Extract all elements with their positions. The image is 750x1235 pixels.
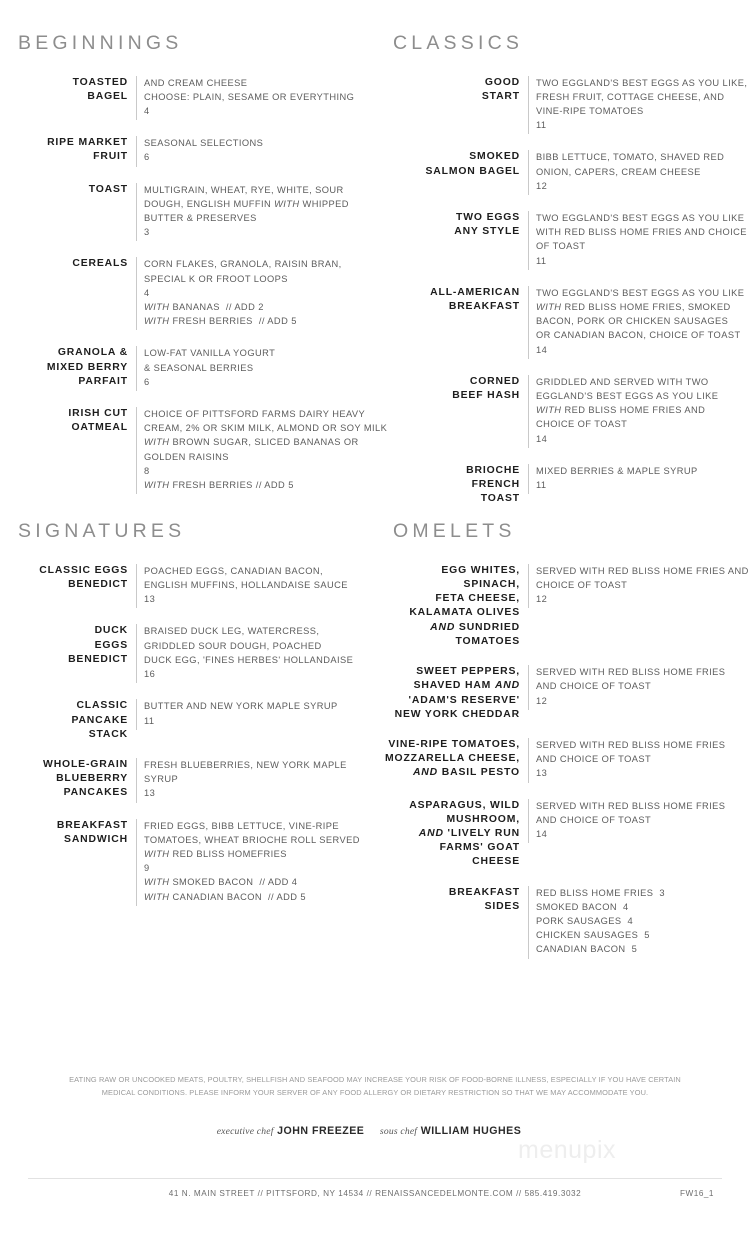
menu-item-description: CORN FLAKES, GRANOLA, RAISIN BRAN, SPECIAL K OR FROOT LOOPS 4 WITH BANANAS // ADD 2 WITH FRESH BERRIES // ADD 5	[136, 257, 363, 330]
menu-item-name: ASPARAGUS, WILD MUSHROOM, AND 'LIVELY RUN FARMS' GOAT CHEESE	[409, 799, 520, 868]
executive-chef-name: JOHN FREEZEE	[277, 1125, 365, 1137]
menu-item-description: SERVED WITH RED BLISS HOME FRIES AND CHOICE OF TOAST 14	[528, 799, 734, 844]
menu-item-name: TOASTED BAGEL	[72, 76, 128, 102]
menu-item	[385, 886, 734, 959]
disclaimer-line-1: EATING RAW OR UNCOOKED MEATS, POULTRY, SHELLFISH AND SEAFOOD MAY INCREASE YOUR RISK OF FOOD-BORNE ILLNESS, ESPECIALLY IF YOU HAVE CERTAIN	[69, 1075, 681, 1084]
menu-item-name: CLASSIC PANCAKE STACK	[71, 700, 128, 740]
menu-item-description: BRAISED DUCK LEG, WATERCRESS, GRIDDLED SOUR DOUGH, POACHED DUCK EGG, 'FINES HERBES' HOLLANDAISE 16	[136, 624, 363, 683]
menu-item	[10, 257, 363, 330]
menu-item-name: BREAKFAST SIDES	[448, 886, 520, 912]
menu-item-addon: WITH CANADIAN BACON // ADD 5	[144, 891, 306, 902]
menu-item	[10, 758, 363, 803]
menu-item-description: TWO EGGLAND'S BEST EGGS AS YOU LIKE WITH RED BLISS HOME FRIES AND CHOICE OF TOAST 11	[528, 211, 747, 270]
menu-item-price: 16	[144, 669, 156, 680]
menu-item-description: BUTTER AND NEW YORK MAPLE SYRUP 11	[136, 699, 363, 729]
menu-item-description: CHOICE OF PITTSFORD FARMS DAIRY HEAVY CREAM, 2% OR SKIM MILK, ALMOND OR SOY MILK WITH BROWN SUGAR, SLICED BANANAS OR GOLDEN RAISINS 8 WITH FRESH BERRIES // ADD 5	[136, 407, 387, 494]
menu-item-addon: WITH FRESH BERRIES // ADD 5	[144, 316, 297, 327]
menu-item-name: EGG WHITES, SPINACH, FETA CHEESE, KALAMATA OLIVES AND SUNDRIED TOMATOES	[409, 564, 520, 647]
restaurant-address: 41 N. MAIN STREET // PITTSFORD, NY 14534 // RENAISSANCEDELMONTE.COM // 585.419.3032	[168, 1189, 582, 1198]
menu-item-description: MULTIGRAIN, WHEAT, RYE, WHITE, SOUR DOUGH, ENGLISH MUFFIN WITH WHIPPED BUTTER & PRESERVES 3	[136, 183, 363, 242]
menu-item	[385, 738, 734, 783]
menu-item-price: 14	[536, 344, 548, 355]
menu-item-addon: WITH BANANAS // ADD 2	[144, 301, 264, 312]
menu-item	[385, 211, 747, 270]
footer-divider	[28, 1178, 722, 1179]
column-left-bottom	[0, 522, 375, 974]
menu-item	[385, 375, 734, 448]
section-title-classics: CLASSICS	[393, 32, 524, 54]
menu-item-price: 8	[144, 465, 150, 476]
menu-item	[10, 76, 363, 121]
menu-item	[10, 407, 388, 494]
menu-item-price: 14	[536, 433, 548, 444]
menu-item	[385, 564, 749, 649]
menu-item-name: GOOD START	[481, 76, 520, 102]
menu-item-description: SEASONAL SELECTIONS 6	[136, 136, 363, 166]
menu-item-price: 12	[536, 695, 548, 706]
menu-columns	[0, 34, 750, 975]
menu-item-price: 14	[536, 828, 548, 839]
section-title-beginnings: BEGINNINGS	[18, 32, 183, 54]
menu-item-description: TWO EGGLAND'S BEST EGGS AS YOU LIKE WITH RED BLISS HOME FRIES, SMOKED BACON, PORK OR CHICKEN SAUSAGES OR CANADIAN BACON, CHOICE OF TOAST 14	[528, 286, 744, 359]
menu-item	[10, 183, 363, 242]
menu-item-name: BRIOCHE FRENCH TOAST	[466, 464, 520, 505]
column-right-top	[375, 34, 750, 522]
menu-item-description: LOW-FAT VANILLA YOGURT & SEASONAL BERRIES 6	[136, 346, 363, 391]
menu-item-price: 11	[536, 255, 547, 266]
menu-item-name: SWEET PEPPERS, SHAVED HAM AND 'ADAM'S RESERVE' NEW YORK CHEDDAR	[394, 666, 520, 720]
disclaimer-line-2: MEDICAL CONDITIONS. PLEASE INFORM YOUR SERVER OF ANY FOOD ALLERGY OR DIETARY RESTRICTION SO THAT WE MAY ACCOMMODATE YOU.	[101, 1088, 649, 1097]
menu-item-price: 3	[144, 227, 150, 238]
menu-item-description: SERVED WITH RED BLISS HOME FRIES AND CHOICE OF TOAST 13	[528, 738, 734, 783]
menu-item-description: POACHED EGGS, CANADIAN BACON, ENGLISH MUFFINS, HOLLANDAISE SAUCE 13	[136, 564, 363, 609]
menu-item	[385, 464, 734, 507]
menu-item	[385, 76, 748, 135]
menu-item-price: 13	[536, 768, 548, 779]
menu-item-name: TWO EGGS ANY STYLE	[454, 211, 520, 238]
menu-item-description: RED BLISS HOME FRIES 3 SMOKED BACON 4 PORK SAUSAGES 4 CHICKEN SAUSAGES 5 CANADIAN BACON 5	[528, 886, 734, 959]
menu-item	[385, 799, 734, 870]
menu-item-price: 12	[536, 594, 548, 605]
menu-item	[10, 624, 363, 683]
menu-item-price: 11	[144, 715, 155, 726]
section-signatures	[10, 522, 363, 905]
menu-item-addon: WITH FRESH BERRIES // ADD 5	[144, 479, 294, 490]
menu-item	[10, 346, 363, 391]
menu-item-price: 11	[536, 479, 547, 490]
sous-chef-name: WILLIAM HUGHES	[420, 1125, 522, 1137]
menu-item-addon: WITH SMOKED BACON // ADD 4	[144, 877, 298, 888]
menu-item-price: 12	[536, 180, 548, 191]
chef-credits	[0, 1125, 750, 1137]
menu-item-price: 9	[144, 863, 150, 874]
menu-item	[10, 699, 363, 742]
menu-item-price: 4	[144, 287, 150, 298]
menu-item-name: GRANOLA & MIXED BERRY PARFAIT	[46, 347, 128, 387]
sous-chef-label: sous chef	[379, 1126, 418, 1137]
menu-item-price: 13	[144, 594, 156, 605]
menu-item-name: IRISH CUT OATMEAL	[68, 407, 128, 434]
menu-item-description: MIXED BERRIES & MAPLE SYRUP 11	[528, 464, 734, 494]
menu-item-description: AND CREAM CHEESE CHOOSE: PLAIN, SESAME OR EVERYTHING 4	[136, 76, 363, 121]
menu-item	[385, 665, 734, 722]
menu-item-description: GRIDDLED AND SERVED WITH TWO EGGLAND'S BEST EGGS AS YOU LIKE WITH RED BLISS HOME FRIES AND CHOICE OF TOAST 14	[528, 375, 734, 448]
section-classics	[385, 32, 748, 506]
column-left-top	[0, 32, 388, 522]
menu-item-name: SMOKED SALMON BAGEL	[425, 151, 520, 177]
menupix-watermark: menupix	[518, 1136, 616, 1164]
section-title-omelets: OMELETS	[393, 520, 516, 543]
document-code: FW16_1	[680, 1189, 714, 1198]
menu-item-name: BREAKFAST SANDWICH	[56, 819, 128, 845]
menu-item-description: SERVED WITH RED BLISS HOME FRIES AND CHOICE OF TOAST 12	[528, 665, 734, 710]
menu-item-name: CLASSIC EGGS BENEDICT	[39, 564, 128, 591]
menu-item-description: BIBB LETTUCE, TOMATO, SHAVED RED ONION, CAPERS, CREAM CHEESE 12	[528, 150, 734, 195]
menu-item-name: CEREALS	[72, 258, 128, 270]
menu-item-description: SERVED WITH RED BLISS HOME FRIES AND CHOICE OF TOAST 12	[528, 564, 749, 609]
menu-item-price: 13	[144, 788, 156, 799]
menu-item	[10, 564, 363, 609]
menu-item-price: 6	[144, 376, 150, 387]
menu-item-name: TOAST	[88, 183, 128, 195]
menu-item	[385, 286, 745, 359]
section-title-signatures: SIGNATURES	[18, 520, 186, 543]
menu-item-description: FRIED EGGS, BIBB LETTUCE, VINE-RIPE TOMATOES, WHEAT BRIOCHE ROLL SERVED WITH RED BLISS HOMEFRIES 9 WITH SMOKED BACON // ADD 4 WITH CANADIAN BACON // ADD 5	[136, 819, 363, 906]
column-right-bottom	[375, 522, 750, 974]
menu-item-name: WHOLE-GRAIN BLUEBERRY PANCAKES	[43, 758, 128, 799]
menu-item-name: VINE-RIPE TOMATOES, MOZZARELLA CHEESE, AND BASIL PESTO	[385, 738, 520, 779]
menu-item-name: ALL-AMERICAN BREAKFAST	[430, 286, 520, 312]
executive-chef-label: executive chef	[216, 1126, 274, 1137]
menu-item-name: RIPE MARKET FRUIT	[47, 137, 128, 163]
menu-item	[10, 136, 363, 166]
menu-item	[10, 819, 363, 906]
menu-item-description: TWO EGGLAND'S BEST EGGS AS YOU LIKE, FRESH FRUIT, COTTAGE CHEESE, AND VINE-RIPE TOMATOES 11	[528, 76, 747, 135]
menu-item-price: 11	[536, 120, 547, 131]
allergy-disclaimer	[0, 1073, 750, 1099]
menu-item-price: 4	[144, 105, 150, 116]
menu-item-name: CORNED BEEF HASH	[452, 375, 520, 401]
section-beginnings	[10, 32, 388, 494]
menu-item-description: FRESH BLUEBERRIES, NEW YORK MAPLE SYRUP 13	[136, 758, 363, 803]
menu-item	[385, 150, 734, 195]
section-omelets	[385, 520, 749, 958]
menu-item-name: DUCK EGGS BENEDICT	[68, 625, 128, 665]
menu-item-price: 6	[144, 152, 150, 163]
